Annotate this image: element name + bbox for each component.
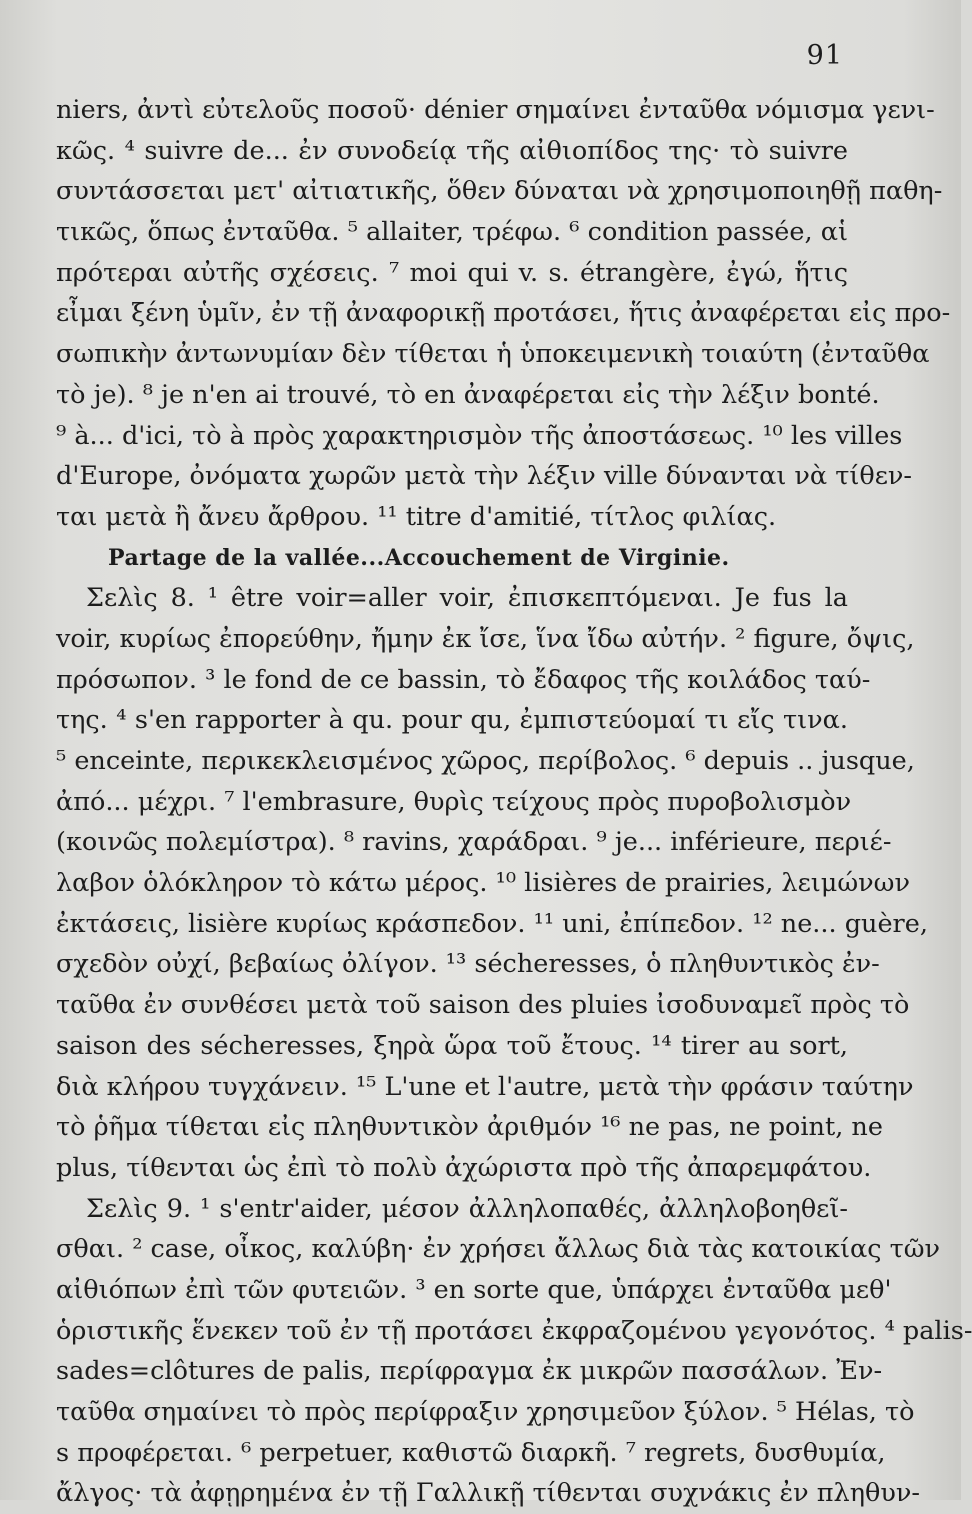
text-line: voir, κυρίως ἐπορεύθην, ἤμην ἐκ ἴσε, ἵνα ἴδω αὐτήν. ² figure, ὄψις,: [56, 623, 915, 654]
text-line: ⁵ enceinte, περικεκλεισμένος χῶρος, περίβολος. ⁶ depuis .. jusque,: [56, 746, 915, 776]
text-line: τὸ je). ⁸ je n'en ai trouvé, τὸ en ἀναφέρεται εἰς τὴν λέξιν bonté.: [56, 379, 880, 410]
text-line: ὁριστικῆς ἕνεκεν τοῦ ἐν τῇ προτάσει ἐκφραζομένου γεγονότος. ⁴ palis-: [56, 1315, 972, 1346]
text-line: διὰ κλήρου τυγχάνειν. ¹⁵ L'une et l'autre, μετὰ τὴν φράσιν ταύτην: [56, 1071, 914, 1102]
text-line: Σελὶς 8. ¹ être voir=aller voir, ἐπισκεπτόμεναι. Je fus la: [86, 583, 848, 614]
text-line: d'Europe, ὀνόματα χωρῶν μετὰ τὴν λέξιν ville δύνανται νὰ τίθεν-: [56, 461, 913, 492]
page-number: 91: [806, 40, 843, 71]
text-line: σωπικὴν ἀντωνυμίαν δὲν τίθεται ἡ ὑποκειμενικὴ τοιαύτη (ἐνταῦθα: [56, 339, 930, 370]
section-heading: Partage de la vallée...Accouchement de Virginie.: [108, 544, 730, 571]
text-line: ταῦθα σημαίνει τὸ πρὸς περίφραξιν χρησιμεῦον ξύλον. ⁵ Hélas, τὸ: [56, 1397, 915, 1427]
text-line: της. ⁴ s'en rapporter à qu. pour qu, ἐμπιστεύομαί τι εἴς τινα.: [56, 705, 848, 736]
text-line: ἐκτάσεις, lisière κυρίως κράσπεδον. ¹¹ uni, ἐπίπεδον. ¹² ne... guère,: [56, 908, 928, 939]
text-line: s προφέρεται. ⁶ perpetuer, καθιστῶ διαρκῆ. ⁷ regrets, δυσθυμία,: [56, 1437, 886, 1468]
text-line: σχεδὸν οὐχί, βεβαίως ὀλίγον. ¹³ sécheresses, ὁ πληθυντικὸς ἐν-: [56, 949, 880, 980]
text-line: plus, τίθενται ὡς ἐπὶ τὸ πολὺ ἀχώριστα πρὸ τῆς ἀπαρεμφάτου.: [56, 1152, 872, 1183]
text-line: πρόσωπον. ³ le fond de ce bassin, τὸ ἔδαφος τῆς κοιλάδος ταύ-: [56, 664, 871, 695]
text-line: πρότεραι αὐτῆς σχέσεις. ⁷ moi qui v. s. étrangère, ἐγώ, ἥτις: [56, 257, 848, 288]
text-line: σθαι. ² case, οἶκος, καλύβη· ἐν χρήσει ἄλλως διὰ τὰς κατοικίας τῶν: [56, 1234, 940, 1265]
text-line: sades=clôtures de palis, περίφραγμα ἐκ μικρῶν πασσάλων. Ἐν-: [56, 1356, 883, 1387]
text-line: Σελὶς 9. ¹ s'entr'aider, μέσον ἀλληλοπαθές, ἀλληλοβοηθεῖ-: [86, 1193, 848, 1224]
text-line: συντάσσεται μετ' αἰτιατικῆς, ὅθεν δύναται νὰ χρησιμοποιηθῇ παθη-: [56, 176, 943, 207]
text-line: (κοινῶς πολεμίστρα). ⁸ ravins, χαράδραι. ⁹ je... inférieure, περιέ-: [56, 827, 892, 858]
text-line: λαβον ὁλόκληρον τὸ κάτω μέρος. ¹⁰ lisières de prairies, λειμώνων: [56, 868, 910, 899]
text-line: αἰθιόπων ἐπὶ τῶν φυτειῶν. ³ en sorte que, ὑπάρχει ἐνταῦθα μεθ': [56, 1274, 892, 1305]
text-line: κῶς. ⁴ suivre de... ἐν συνοδείᾳ τῆς αἰθιοπίδος της· τὸ suivre: [56, 135, 848, 166]
text-line: ται μετὰ ἢ ἄνευ ἄρθρου. ¹¹ titre d'amitié, τίτλος φιλίας.: [56, 501, 777, 532]
text-line: ⁹ à... d'ici, τὸ à πρὸς χαρακτηρισμὸν τῆς ἀποστάσεως. ¹⁰ les villes: [56, 420, 903, 451]
text-line: saison des sécheresses, ξηρὰ ὥρα τοῦ ἔτους. ¹⁴ tirer au sort,: [56, 1030, 848, 1061]
text-line: εἶμαι ξένη ὑμῖν, ἐν τῇ ἀναφορικῇ προτάσει, ἥτις ἀναφέρεται εἰς προ-: [56, 298, 951, 329]
page-text: [56, 90, 972, 1514]
text-line: τὸ ῥῆμα τίθεται εἰς πληθυντικὸν ἀριθμόν ¹⁶ ne pas, ne point, ne: [56, 1112, 883, 1143]
text-line: ταῦθα ἐν συνθέσει μετὰ τοῦ saison des pluies ἰσοδυναμεῖ πρὸς τὸ: [56, 990, 910, 1021]
text-line: τικῶς, ὅπως ἐνταῦθα. ⁵ allaiter, τρέφω. ⁶ condition passée, αἱ: [56, 217, 848, 248]
text-line: ἀπό... μέχρι. ⁷ l'embrasure, θυρὶς τείχους πρὸς πυροβολισμὸν: [56, 786, 852, 817]
text-line: niers, ἀντὶ εὐτελοῦς ποσοῦ· dénier σημαίνει ἐνταῦθα νόμισμα γενι-: [56, 95, 935, 125]
text-line: ἄλγος· τὰ ἀφῃρημένα ἐν τῇ Γαλλικῇ τίθενται συχνάκις ἐν πληθυν-: [56, 1478, 920, 1509]
